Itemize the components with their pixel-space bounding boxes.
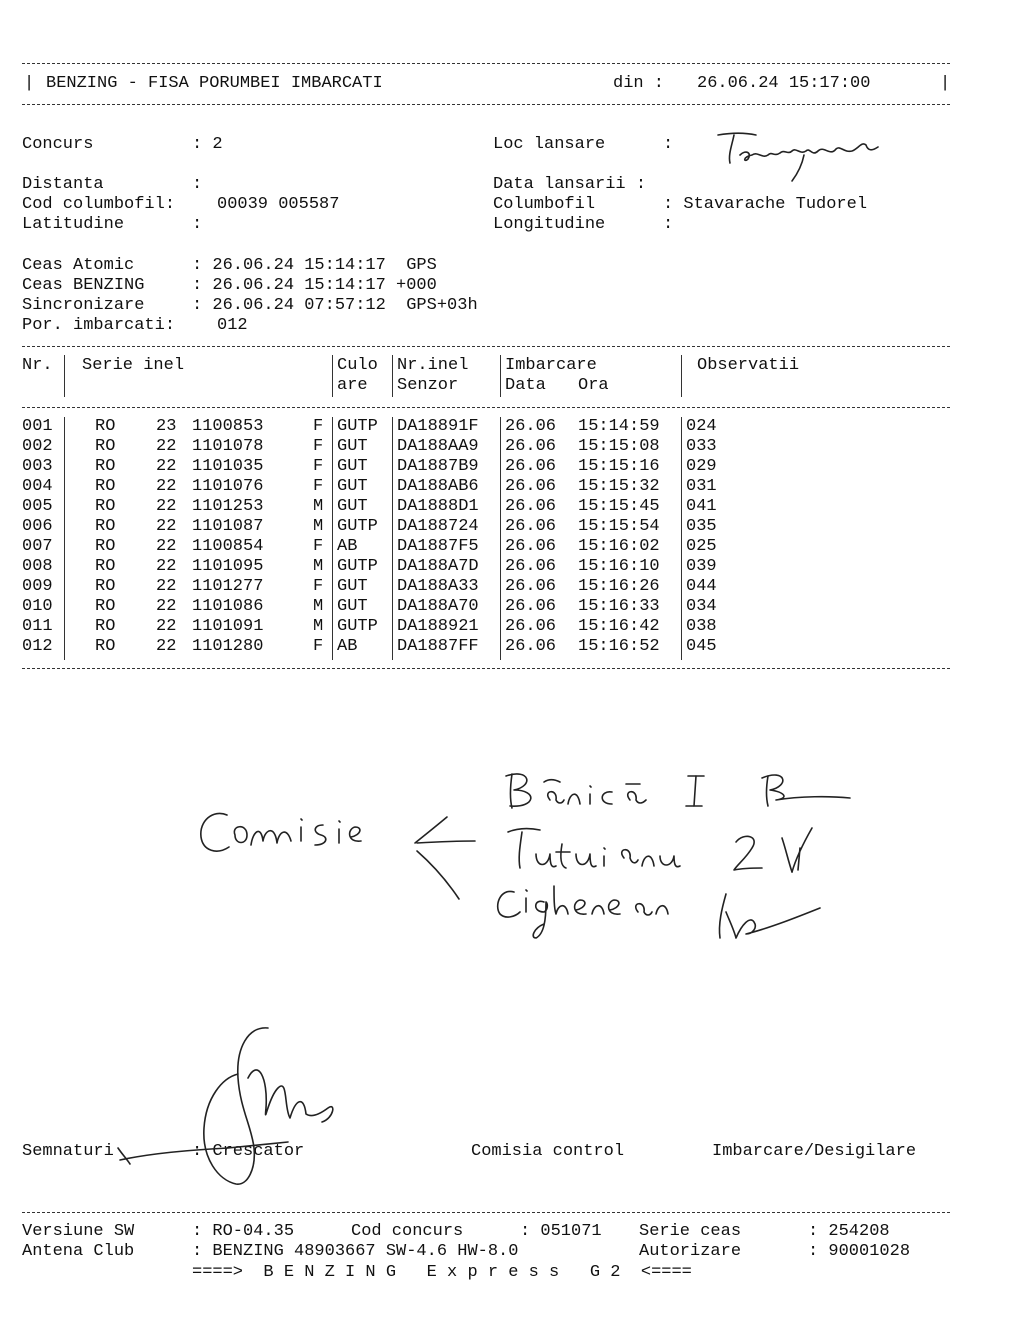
cell-culoare: GUTP bbox=[337, 617, 378, 636]
cod-columbofil-value: 00039 005587 bbox=[217, 195, 340, 214]
distanta-sep: : bbox=[192, 175, 203, 194]
cell-data: 26.06 bbox=[505, 617, 557, 636]
cell-observatii: 031 bbox=[686, 477, 717, 496]
cell-data: 26.06 bbox=[505, 637, 557, 656]
cell-senzor: DA188AA9 bbox=[397, 437, 479, 456]
cell-ora: 15:16:10 bbox=[578, 557, 660, 576]
cell-sex: F bbox=[313, 477, 324, 496]
cell-inel: 1100853 bbox=[192, 417, 264, 436]
cell-senzor: DA188AB6 bbox=[397, 477, 479, 496]
cell-nr: 011 bbox=[22, 617, 53, 636]
cell-ora: 15:15:45 bbox=[578, 497, 660, 516]
concurs-label: Concurs bbox=[22, 135, 94, 154]
distanta-label: Distanta bbox=[22, 175, 104, 194]
cell-ora: 15:15:54 bbox=[578, 517, 660, 536]
col-header-culoare-2: are bbox=[337, 376, 368, 395]
table-row bbox=[0, 537, 1024, 557]
cell-nr: 004 bbox=[22, 477, 53, 496]
cell-nr: 002 bbox=[22, 437, 53, 456]
cell-observatii: 029 bbox=[686, 457, 717, 476]
cell-sex: F bbox=[313, 457, 324, 476]
cell-ora: 15:16:42 bbox=[578, 617, 660, 636]
cell-an: 22 bbox=[156, 597, 177, 616]
cell-senzor: DA188921 bbox=[397, 617, 479, 636]
cell-tara: RO bbox=[95, 537, 116, 556]
table-header-rule bbox=[22, 407, 950, 408]
cell-senzor: DA188724 bbox=[397, 517, 479, 536]
table-row bbox=[0, 577, 1024, 597]
table-row bbox=[0, 417, 1024, 437]
serie-ceas-value: : 254208 bbox=[808, 1222, 890, 1241]
cell-an: 22 bbox=[156, 497, 177, 516]
cell-culoare: AB bbox=[337, 537, 358, 556]
cell-inel: 1101095 bbox=[192, 557, 264, 576]
cell-senzor: DA1887B9 bbox=[397, 457, 479, 476]
cell-tara: RO bbox=[95, 477, 116, 496]
cell-sex: M bbox=[313, 617, 324, 636]
ceas-atomic-label: Ceas Atomic bbox=[22, 256, 135, 275]
cell-observatii: 033 bbox=[686, 437, 717, 456]
cell-nr: 008 bbox=[22, 557, 53, 576]
cell-nr: 003 bbox=[22, 457, 53, 476]
cell-observatii: 041 bbox=[686, 497, 717, 516]
cell-an: 22 bbox=[156, 457, 177, 476]
cell-tara: RO bbox=[95, 557, 116, 576]
header-bottom-rule bbox=[22, 104, 950, 105]
columbofil-value: : Stavarache Tudorel bbox=[663, 195, 868, 214]
header-right-bar: | bbox=[940, 74, 951, 93]
printed-at-label: din : bbox=[613, 74, 665, 93]
semnaturi-label: Semnaturi bbox=[22, 1142, 114, 1161]
ceas-benzing-label: Ceas BENZING bbox=[22, 276, 145, 295]
cod-concurs-label: Cod concurs bbox=[351, 1222, 464, 1241]
cell-ora: 15:16:02 bbox=[578, 537, 660, 556]
versiune-sw-label: Versiune SW bbox=[22, 1222, 135, 1241]
cell-tara: RO bbox=[95, 457, 116, 476]
cell-observatii: 034 bbox=[686, 597, 717, 616]
cell-senzor: DA1887F5 bbox=[397, 537, 479, 556]
handwritten-member-3 bbox=[490, 872, 830, 952]
table-bottom-rule bbox=[22, 668, 950, 669]
document-title: BENZING - FISA PORUMBEI IMBARCATI bbox=[46, 74, 383, 93]
cell-an: 23 bbox=[156, 417, 177, 436]
cell-inel: 1101035 bbox=[192, 457, 264, 476]
cell-observatii: 039 bbox=[686, 557, 717, 576]
cell-an: 22 bbox=[156, 437, 177, 456]
header-divider bbox=[681, 355, 682, 397]
cell-sex: F bbox=[313, 437, 324, 456]
sincronizare-value: : 26.06.24 07:57:12 GPS+03h bbox=[192, 296, 478, 315]
header-divider bbox=[500, 355, 501, 397]
handwritten-member-2 bbox=[500, 818, 830, 888]
col-header-ora: Ora bbox=[578, 376, 609, 395]
cell-data: 26.06 bbox=[505, 597, 557, 616]
col-header-nr: Nr. bbox=[22, 356, 53, 375]
cell-nr: 005 bbox=[22, 497, 53, 516]
cod-concurs-value: : 051071 bbox=[520, 1222, 602, 1241]
data-lansarii-label: Data lansarii : bbox=[493, 175, 647, 194]
cell-an: 22 bbox=[156, 557, 177, 576]
cell-tara: RO bbox=[95, 617, 116, 636]
versiune-sw-value: : RO-04.35 bbox=[192, 1222, 295, 1241]
col-header-serie: Serie inel bbox=[82, 356, 185, 375]
latitudine-sep: : bbox=[192, 215, 203, 234]
cell-nr: 010 bbox=[22, 597, 53, 616]
cell-tara: RO bbox=[95, 517, 116, 536]
cell-observatii: 044 bbox=[686, 577, 717, 596]
table-row bbox=[0, 497, 1024, 517]
columbofil-label: Columbofil bbox=[493, 195, 596, 214]
header-divider bbox=[392, 355, 393, 397]
cell-culoare: GUTP bbox=[337, 517, 378, 536]
col-header-senzor-1: Nr.inel bbox=[397, 356, 469, 375]
cell-data: 26.06 bbox=[505, 557, 557, 576]
table-row bbox=[0, 617, 1024, 637]
antena-club-label: Antena Club bbox=[22, 1242, 135, 1261]
footer-top-rule bbox=[22, 1212, 950, 1213]
cell-senzor: DA18891F bbox=[397, 417, 479, 436]
cell-ora: 15:15:08 bbox=[578, 437, 660, 456]
cell-inel: 1101087 bbox=[192, 517, 264, 536]
loc-lansare-label: Loc lansare bbox=[493, 135, 606, 154]
cell-observatii: 035 bbox=[686, 517, 717, 536]
cell-an: 22 bbox=[156, 477, 177, 496]
cell-an: 22 bbox=[156, 517, 177, 536]
cell-tara: RO bbox=[95, 417, 116, 436]
cell-sex: M bbox=[313, 557, 324, 576]
col-header-imbarcare: Imbarcare bbox=[505, 356, 597, 375]
table-row bbox=[0, 637, 1024, 657]
ceas-benzing-value: : 26.06.24 15:14:17 +000 bbox=[192, 276, 437, 295]
cell-ora: 15:15:32 bbox=[578, 477, 660, 496]
col-header-culoare-1: Culo bbox=[337, 356, 378, 375]
concurs-value: : 2 bbox=[192, 135, 223, 154]
cell-sex: M bbox=[313, 497, 324, 516]
cell-ora: 15:16:33 bbox=[578, 597, 660, 616]
cell-observatii: 038 bbox=[686, 617, 717, 636]
ceas-atomic-value: : 26.06.24 15:14:17 GPS bbox=[192, 256, 437, 275]
porumbei-imbarcati-value: 012 bbox=[217, 316, 248, 335]
col-header-data: Data bbox=[505, 376, 546, 395]
cell-inel: 1101253 bbox=[192, 497, 264, 516]
cell-inel: 1101277 bbox=[192, 577, 264, 596]
cell-sex: F bbox=[313, 577, 324, 596]
crescator-signature bbox=[108, 1018, 348, 1193]
cell-nr: 012 bbox=[22, 637, 53, 656]
cell-data: 26.06 bbox=[505, 457, 557, 476]
cell-an: 22 bbox=[156, 637, 177, 656]
longitudine-label: Longitudine bbox=[493, 215, 606, 234]
cell-ora: 15:16:26 bbox=[578, 577, 660, 596]
cell-tara: RO bbox=[95, 597, 116, 616]
cell-data: 26.06 bbox=[505, 517, 557, 536]
serie-ceas-label: Serie ceas bbox=[639, 1222, 742, 1241]
cell-senzor: DA188A7D bbox=[397, 557, 479, 576]
table-row bbox=[0, 557, 1024, 577]
cell-sex: M bbox=[313, 597, 324, 616]
cell-culoare: GUT bbox=[337, 577, 368, 596]
comisia-control-label: Comisia control bbox=[471, 1142, 625, 1161]
cell-sex: F bbox=[313, 417, 324, 436]
cell-data: 26.06 bbox=[505, 417, 557, 436]
table-row bbox=[0, 597, 1024, 617]
cell-inel: 1101280 bbox=[192, 637, 264, 656]
cod-columbofil-label: Cod columbofil: bbox=[22, 195, 176, 214]
cell-sex: M bbox=[313, 517, 324, 536]
cell-inel: 1101086 bbox=[192, 597, 264, 616]
handwritten-member-1 bbox=[500, 760, 870, 820]
cell-culoare: GUTP bbox=[337, 417, 378, 436]
cell-senzor: DA188A70 bbox=[397, 597, 479, 616]
cell-inel: 1101091 bbox=[192, 617, 264, 636]
imbarcare-desigilare-label: Imbarcare/Desigilare bbox=[712, 1142, 917, 1161]
cell-an: 22 bbox=[156, 577, 177, 596]
header-divider bbox=[332, 355, 333, 397]
cell-data: 26.06 bbox=[505, 477, 557, 496]
cell-culoare: GUT bbox=[337, 497, 368, 516]
cell-sex: F bbox=[313, 537, 324, 556]
col-header-observatii: Observatii bbox=[697, 356, 800, 375]
cell-ora: 15:16:52 bbox=[578, 637, 660, 656]
cell-inel: 1100854 bbox=[192, 537, 264, 556]
table-row bbox=[0, 477, 1024, 497]
crescator-label: : Crescator bbox=[192, 1142, 305, 1161]
cell-an: 22 bbox=[156, 617, 177, 636]
cell-culoare: GUT bbox=[337, 477, 368, 496]
cell-tara: RO bbox=[95, 637, 116, 656]
cell-culoare: GUT bbox=[337, 597, 368, 616]
cell-inel: 1101076 bbox=[192, 477, 264, 496]
cell-senzor: DA1888D1 bbox=[397, 497, 479, 516]
table-row bbox=[0, 457, 1024, 477]
antena-club-value: : BENZING 48903667 SW-4.6 HW-8.0 bbox=[192, 1242, 519, 1261]
cell-data: 26.06 bbox=[505, 497, 557, 516]
cell-observatii: 045 bbox=[686, 637, 717, 656]
cell-tara: RO bbox=[95, 577, 116, 596]
cell-culoare: GUT bbox=[337, 457, 368, 476]
header-divider bbox=[64, 355, 65, 397]
cell-nr: 009 bbox=[22, 577, 53, 596]
cell-data: 26.06 bbox=[505, 537, 557, 556]
cell-tara: RO bbox=[95, 437, 116, 456]
benzing-express-banner: ====> B E N Z I N G E x p r e s s G 2 <==== bbox=[192, 1263, 692, 1282]
sincronizare-label: Sincronizare bbox=[22, 296, 145, 315]
cell-nr: 006 bbox=[22, 517, 53, 536]
header-left-bar: | bbox=[24, 74, 35, 93]
autorizare-label: Autorizare bbox=[639, 1242, 742, 1261]
col-header-senzor-2: Senzor bbox=[397, 376, 459, 395]
cell-senzor: DA188A33 bbox=[397, 577, 479, 596]
autorizare-value: : 90001028 bbox=[808, 1242, 911, 1261]
cell-culoare: GUTP bbox=[337, 557, 378, 576]
latitudine-label: Latitudine bbox=[22, 215, 125, 234]
cell-data: 26.06 bbox=[505, 577, 557, 596]
cell-tara: RO bbox=[95, 497, 116, 516]
cell-inel: 1101078 bbox=[192, 437, 264, 456]
cell-sex: F bbox=[313, 637, 324, 656]
table-top-rule bbox=[22, 346, 950, 347]
printed-at-value: 26.06.24 15:17:00 bbox=[697, 74, 871, 93]
cell-observatii: 025 bbox=[686, 537, 717, 556]
cell-nr: 007 bbox=[22, 537, 53, 556]
table-row bbox=[0, 437, 1024, 457]
loc-lansare-sep: : bbox=[663, 135, 674, 154]
cell-observatii: 024 bbox=[686, 417, 717, 436]
cell-data: 26.06 bbox=[505, 437, 557, 456]
handwritten-comisie bbox=[195, 795, 495, 905]
cell-senzor: DA1887FF bbox=[397, 637, 479, 656]
cell-ora: 15:15:16 bbox=[578, 457, 660, 476]
cell-ora: 15:14:59 bbox=[578, 417, 660, 436]
cell-an: 22 bbox=[156, 537, 177, 556]
header-top-rule bbox=[22, 63, 950, 64]
handwritten-loc-lansare bbox=[712, 125, 892, 185]
table-row bbox=[0, 517, 1024, 537]
porumbei-imbarcati-label: Por. imbarcati: bbox=[22, 316, 176, 335]
cell-nr: 001 bbox=[22, 417, 53, 436]
cell-culoare: GUT bbox=[337, 437, 368, 456]
longitudine-sep: : bbox=[663, 215, 674, 234]
cell-culoare: AB bbox=[337, 637, 358, 656]
